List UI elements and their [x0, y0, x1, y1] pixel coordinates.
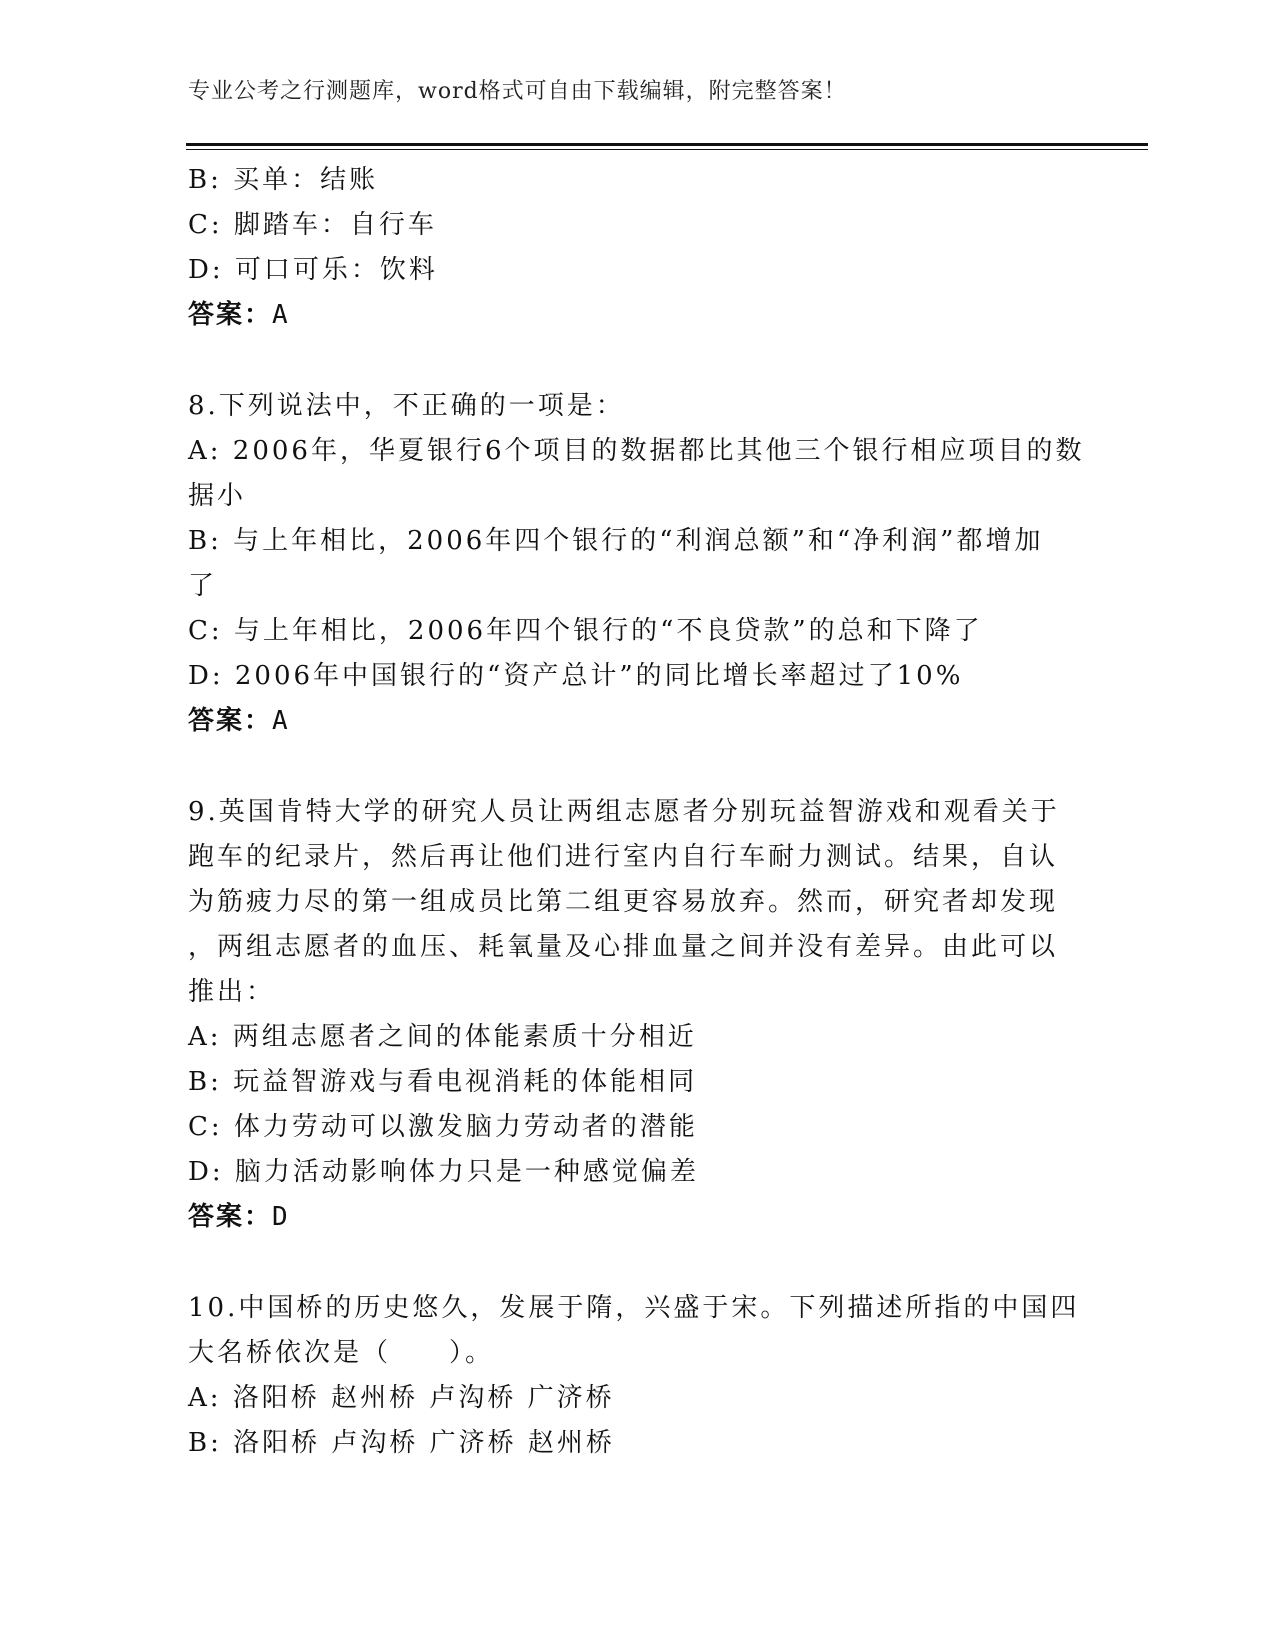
spacer [188, 1240, 1088, 1286]
question-stem-line: 大名桥依次是（ ）。 [188, 1338, 495, 1368]
header-rule-thick [186, 143, 1148, 146]
question-stem-line: 9.英国肯特大学的研究人员让两组志愿者分别玩益智游戏和观看关于 [188, 797, 1060, 827]
spacer [188, 338, 1088, 384]
question-stem-line: ，两组志愿者的血压、耗氧量及心排血量之间并没有差异。由此可以 [188, 932, 1059, 962]
option-d: D: 脑力活动影响体力只是一种感觉偏差 [188, 1157, 699, 1187]
answer-value: A [272, 300, 290, 330]
option-a: A: 2006年，华夏银行6个项目的数据都比其他三个银行相应项目的数 [188, 436, 1085, 466]
option-a: A: 两组志愿者之间的体能素质十分相近 [188, 1022, 697, 1052]
answer-line [188, 293, 1088, 338]
option-b: B: 洛阳桥 卢沟桥 广济桥 赵州桥 [188, 1428, 615, 1458]
question-stem-line: 10.中国桥的历史悠久，发展于隋，兴盛于宋。下列描述所指的中国四 [188, 1293, 1080, 1323]
document-body [188, 158, 1088, 1466]
answer-label: 答案： [188, 706, 273, 736]
answer-label: 答案： [188, 300, 273, 330]
question-10 [188, 1286, 1088, 1466]
option-b-continued: 了 [188, 571, 218, 601]
option-b: B: 与上年相比，2006年四个银行的“利润总额”和“净利润”都增加 [188, 526, 1044, 556]
option-c: C: 体力劳动可以激发脑力劳动者的潜能 [188, 1112, 698, 1142]
question-stem: 8.下列说法中，不正确的一项是： [188, 391, 625, 421]
answer-value: D [272, 1202, 290, 1232]
option-b: B: 买单：结账 [188, 165, 379, 195]
question-stem-line: 推出： [188, 977, 276, 1007]
option-c: C: 与上年相比，2006年四个银行的“不良贷款”的总和下降了 [188, 616, 983, 646]
option-a-continued: 据小 [188, 481, 247, 511]
option-a: A: 洛阳桥 赵州桥 卢沟桥 广济桥 [188, 1383, 615, 1413]
page-header: 专业公考之行测题库，word格式可自由下载编辑，附完整答案！ [188, 79, 847, 104]
option-b: B: 玩益智游戏与看电视消耗的体能相同 [188, 1067, 698, 1097]
option-d: D: 可口可乐：饮料 [188, 255, 438, 285]
answer-line [188, 1195, 1088, 1240]
option-c: C: 脚踏车：自行车 [188, 210, 437, 240]
answer-line [188, 699, 1088, 744]
question-8 [188, 384, 1088, 744]
option-d: D: 2006年中国银行的“资产总计”的同比增长率超过了10% [188, 661, 964, 691]
question-stem-line: 跑车的纪录片，然后再让他们进行室内自行车耐力测试。结果，自认 [188, 842, 1059, 872]
question-7-tail [188, 158, 1088, 338]
question-9 [188, 790, 1088, 1240]
header-rule-thin [186, 149, 1148, 150]
answer-value: A [272, 706, 290, 736]
spacer [188, 744, 1088, 790]
question-stem-line: 为筋疲力尽的第一组成员比第二组更容易放弃。然而，研究者却发现 [188, 887, 1059, 917]
answer-label: 答案： [188, 1202, 273, 1232]
